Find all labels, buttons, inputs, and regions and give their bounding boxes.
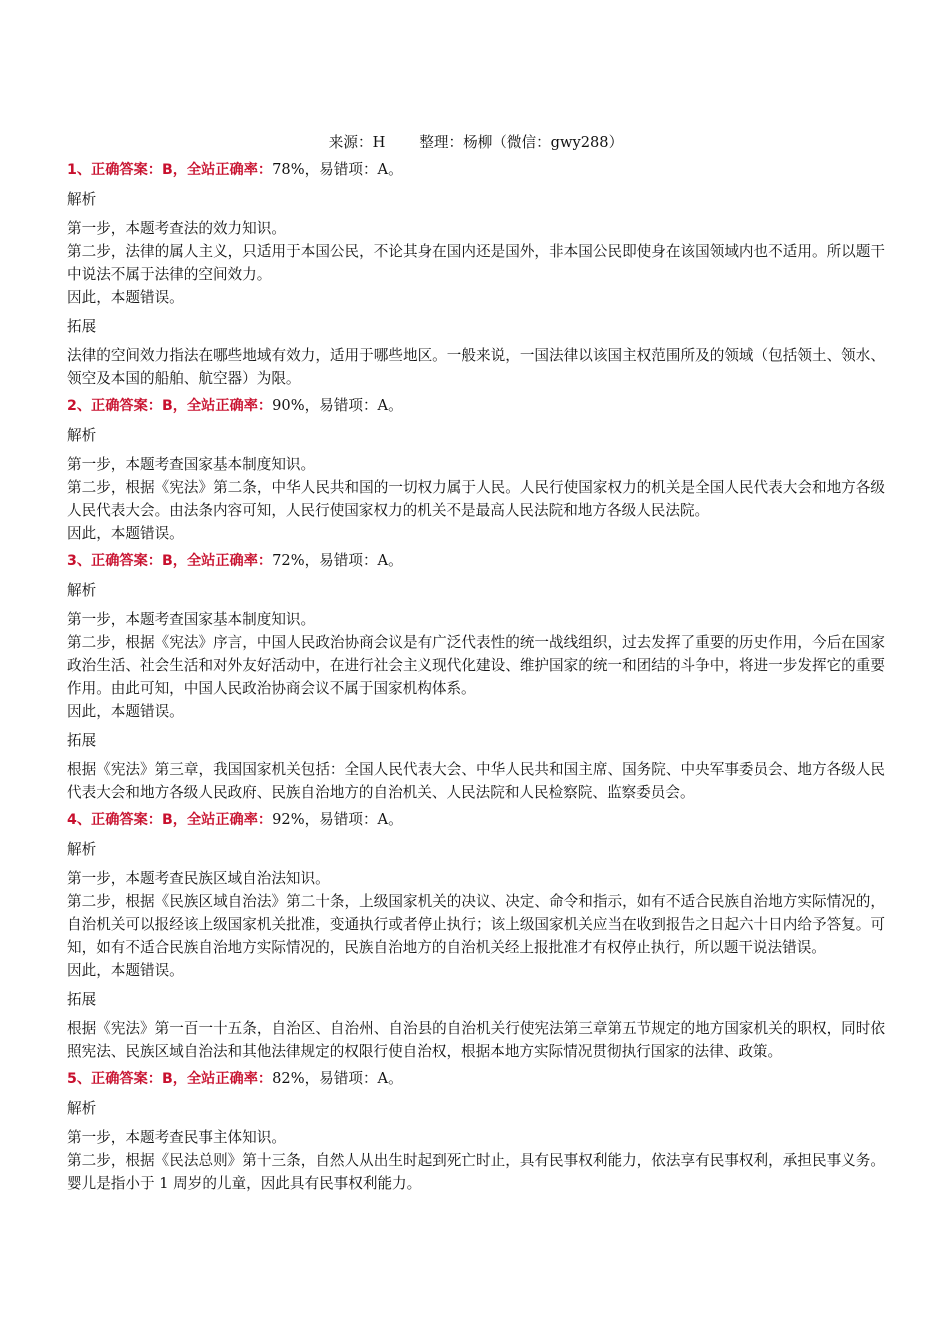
correct-rate: 82% [272,1070,305,1087]
editor-text: 整理：杨柳（微信：gwy288） [419,134,624,151]
question-1 [67,158,885,390]
step-one: 第一步，本题考查法的效力知识。 [67,220,286,237]
document-body [67,131,885,1195]
answer-label: 4、正确答案：B，全站正确率： [67,812,273,828]
answer-label: 1、正确答案：B，全站正确率： [67,162,273,178]
step-one: 第一步，本题考查国家基本制度知识。 [67,611,316,628]
answer-label: 2、正确答案：B，全站正确率： [67,398,273,414]
extension-text: 法律的空间效力指法在哪些地域有效力，适用于哪些地区。一般来说，一国法律以该国主权范围所及的领域（包括领土、领水、领空及本国的船舶、航空器）为限。 [67,347,885,387]
answer-label: 5、正确答案：B，全站正确率： [67,1071,273,1087]
step-one: 第一步，本题考查民事主体知识。 [67,1129,286,1146]
error-item: ，易错项：A。 [304,552,403,569]
extension-text: 根据《宪法》第三章，我国国家机关包括：全国人民代表大会、中华人民共和国主席、国务院、中央军事委员会、地方各级人民代表大会和地方各级人民政府、民族自治地方的自治机关、人民法院和人民检察院、监察委员会。 [67,761,885,801]
answer-line [67,808,885,832]
conclusion: 因此，本题错误。 [67,703,184,720]
error-item: ，易错项：A。 [304,397,403,414]
step-two: 第二步，法律的属人主义，只适用于本国公民，不论其身在国内还是国外，非本国公民即使身在该国领域内也不适用。所以题干中说法不属于法律的空间效力。 [67,243,885,283]
analysis-label: 解析 [67,191,97,208]
answer-label: 3、正确答案：B，全站正确率： [67,553,273,569]
analysis-label: 解析 [67,582,97,599]
step-one: 第一步，本题考查国家基本制度知识。 [67,456,316,473]
page-header [67,131,885,154]
answer-line [67,549,885,573]
source-text: 来源：H [328,134,386,151]
question-3 [67,549,885,804]
analysis-label: 解析 [67,1100,97,1117]
conclusion: 因此，本题错误。 [67,962,184,979]
error-item: ，易错项：A。 [304,1070,403,1087]
question-2 [67,394,885,545]
step-two: 第二步，根据《民法总则》第十三条，自然人从出生时起到死亡时止，具有民事权利能力，依法享有民事权利，承担民事义务。婴儿是指小于 1 周岁的儿童，因此具有民事权利能力。 [67,1152,885,1192]
extension-text: 根据《宪法》第一百一十五条，自治区、自治州、自治县的自治机关行使宪法第三章第五节规定的地方国家机关的职权，同时依照宪法、民族区域自治法和其他法律规定的权限行使自治权，根据本地方实际情况贯彻执行国家的法律、政策。 [67,1020,885,1060]
answer-line [67,158,885,182]
analysis-label: 解析 [67,427,97,444]
conclusion: 因此，本题错误。 [67,525,184,542]
answer-line [67,1067,885,1091]
step-two: 第二步，根据《宪法》序言，中国人民政治协商会议是有广泛代表性的统一战线组织，过去发挥了重要的历史作用，今后在国家政治生活、社会生活和对外友好活动中，在进行社会主义现代化建设、维护国家的统一和团结的斗争中，将进一步发挥它的重要作用。由此可知，中国人民政治协商会议不属于国家机构体系。 [67,634,885,697]
question-4 [67,808,885,1063]
error-item: ，易错项：A。 [304,811,403,828]
correct-rate: 90% [272,397,305,414]
question-5 [67,1067,885,1195]
extension-label: 拓展 [67,732,97,749]
answer-line [67,394,885,418]
error-item: ，易错项：A。 [304,161,403,178]
correct-rate: 78% [272,161,305,178]
extension-label: 拓展 [67,318,97,335]
correct-rate: 92% [272,811,305,828]
step-one: 第一步，本题考查民族区域自治法知识。 [67,870,330,887]
step-two: 第二步，根据《宪法》第二条，中华人民共和国的一切权力属于人民。人民行使国家权力的机关是全国人民代表大会和地方各级人民代表大会。由法条内容可知，人民行使国家权力的机关不是最高人民法院和地方各级人民法院。 [67,479,885,519]
analysis-label: 解析 [67,841,97,858]
step-two: 第二步，根据《民族区域自治法》第二十条，上级国家机关的决议、决定、命令和指示，如有不适合民族自治地方实际情况的，自治机关可以报经该上级国家机关批准，变通执行或者停止执行；该上级国家机关应当在收到报告之日起六十日内给予答复。可知，如有不适合民族自治地方实际情况的，民族自治地方的自治机关经上报批准才有权停止执行，所以题干说法错误。 [67,893,885,956]
correct-rate: 72% [272,552,305,569]
extension-label: 拓展 [67,991,97,1008]
conclusion: 因此，本题错误。 [67,289,184,306]
